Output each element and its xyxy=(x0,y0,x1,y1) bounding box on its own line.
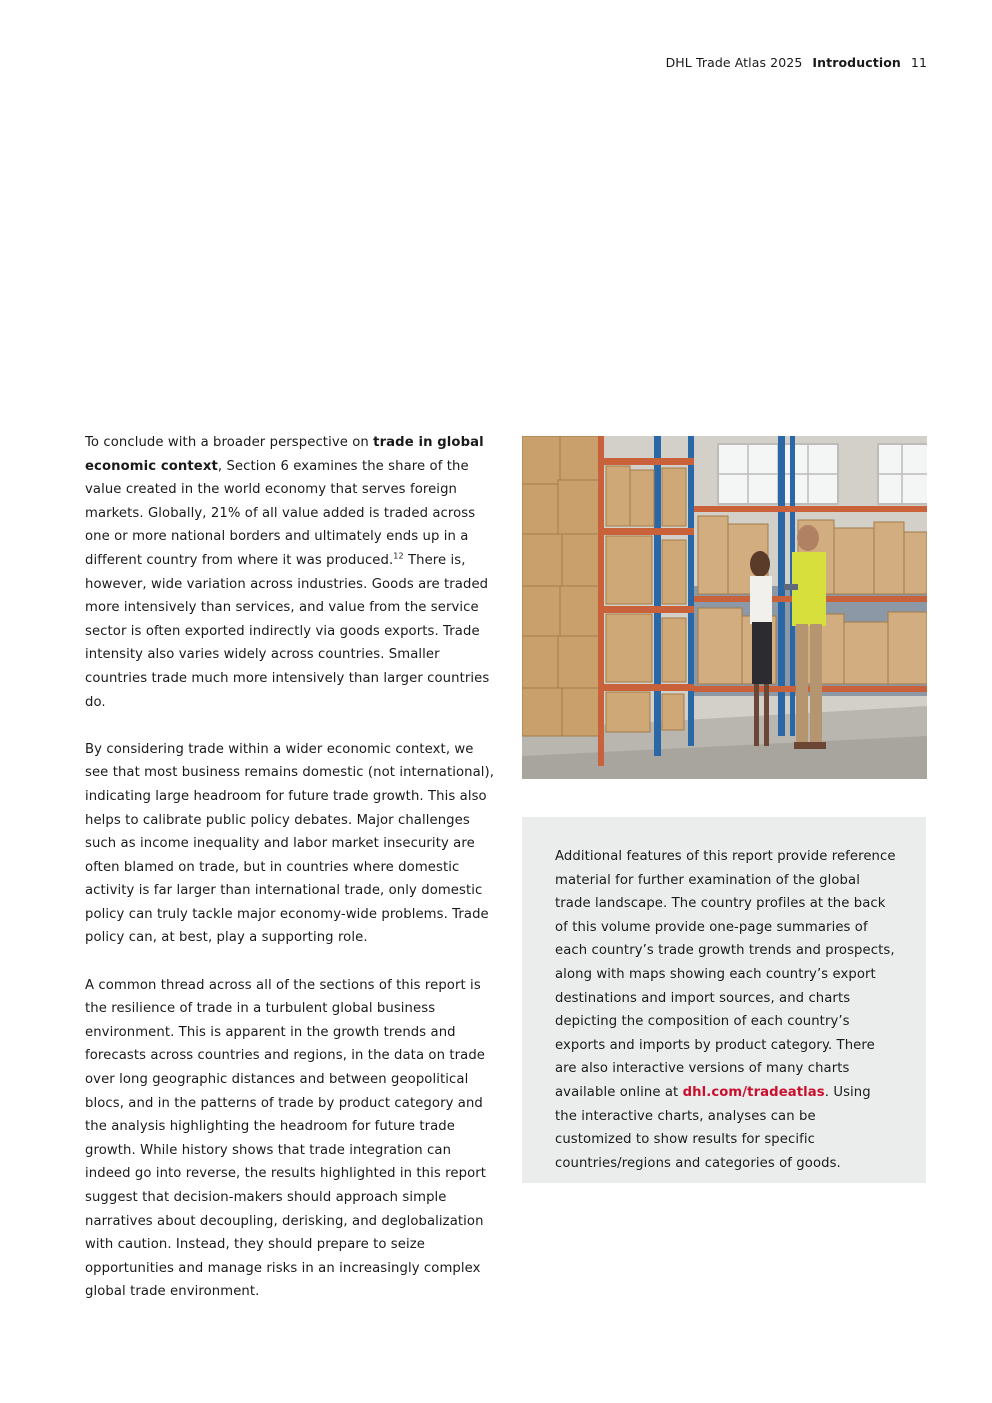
box-text: Additional features of this report provide reference material for further examination of the global trade landscape. The country profiles at the back of this volume provide one-page summaries of each country’s trade growth trends and prospects, along with maps showing each country’s export destinations and import sources, and charts depicting the composition of each country’s exports and imports by product category. There are also interactive versions of many charts available online at dhl.com/tradeatlas. Using the interactive charts, analyses can be customized to show results for specific countries/regions and categories of goods. xyxy=(555,849,896,1171)
main-text-column xyxy=(85,431,497,1328)
warehouse-illustration xyxy=(522,436,927,779)
section-name: Introduction xyxy=(812,55,901,70)
paragraph-3: A common thread across all of the sections of this report is the resilience of trade in a turbulent global business environment. This is apparent in the growth trends and forecasts across countries and regions, in the data on trade over long geographic distances and between geopolitical blocs, and in the patterns of trade by product category and the analysis highlighting the headroom for future trade growth. While history shows that trade integration can indeed go into reverse, the results highlighted in this report suggest that decision-makers should approach simple narratives about decoupling, derisking, and deglobalization with caution. Instead, they should prepare to seize opportunities and manage risks in an increasingly complex global trade environment. xyxy=(85,977,487,1300)
page-number: 11 xyxy=(910,55,927,70)
additional-features-box xyxy=(522,817,926,1183)
bold-phrase: trade in global economic context xyxy=(85,435,484,474)
paragraph-2: By considering trade within a wider economic context, we see that most business remains domestic (not international), indicating large headroom for future trade growth. This also helps to calibrate public policy debates. Major challenges such as income inequality and labor market insecurity are often blamed on trade, but in countries where domestic activity is far larger than international trade, only domestic policy can truly tackle major economy-wide problems. Trade policy can, at best, play a supporting role. xyxy=(85,741,495,946)
running-header xyxy=(666,55,927,70)
publication-title: DHL Trade Atlas 2025 xyxy=(665,55,803,70)
tradeatlas-link[interactable]: dhl.com/tradeatlas xyxy=(682,1084,825,1100)
warehouse-photo xyxy=(522,436,927,779)
footnote-marker: 12 xyxy=(393,551,404,561)
paragraph-1: To conclude with a broader perspective on trade in global economic context, Section 6 examines the share of the value created in the world economy that serves foreign markets. Globally, 21% of all value added is traded across one or more national borders and ultimately ends up in a different country from where it was produced.$^{12}$ There is, however, wide variation across industries. Goods are traded more intensively than services, and value from the service sector is often exported indirectly via goods exports. Trade intensity also varies widely across countries. Smaller countries trade much more intensively than larger countries do. xyxy=(85,435,490,710)
